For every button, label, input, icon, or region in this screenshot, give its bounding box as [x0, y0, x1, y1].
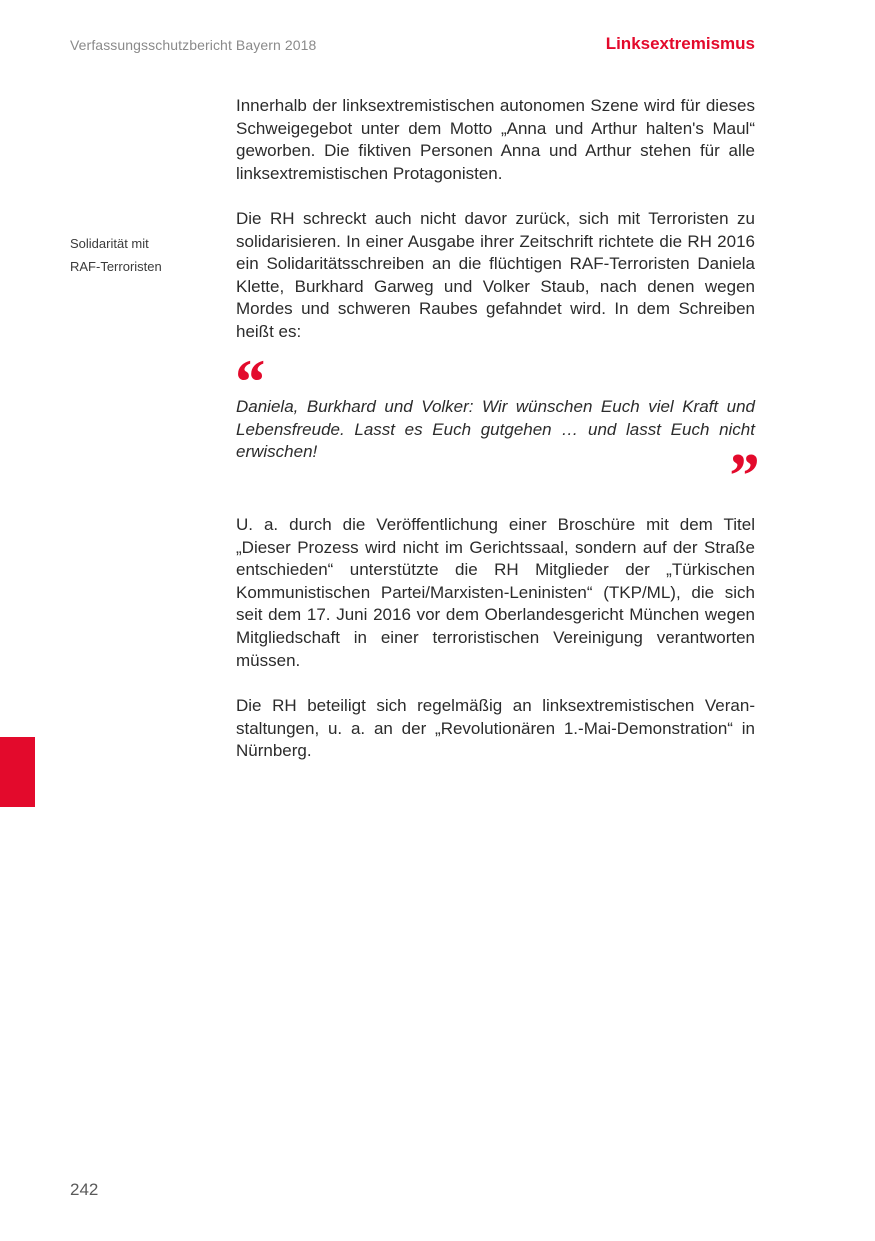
paragraph-1-text: Innerhalb der linksextremistischen autonomen Szene wird für dieses Schweigegebot unter dem Motto „Anna und Arthur halten's Maul“ geworben. Die fiktiven Personen Anna und Arthur stehen für alle linksextremistischen Protagonisten. — [236, 96, 755, 183]
paragraph-4 — [236, 695, 755, 763]
paragraph-4-text: Die RH beteiligt sich regelmäßig an linksextremistischen Veranstaltungen, u. a. an der „Revolutionären 1.-Mai-Demonstration“ in Nürnberg. — [236, 696, 755, 761]
running-header-publication: Verfassungsschutzbericht Bayern 2018 — [70, 37, 317, 53]
quote-open-mark: “ — [232, 346, 264, 417]
quote-text: Daniela, Burkhard und Volker: Wir wünschen Euch viel Kraft und Lebensfreude. Lasst es Euch gutgehen … und lasst Euch nicht erwischen! — [236, 397, 755, 462]
quote-close-mark: ” — [726, 440, 758, 511]
page-number: 242 — [70, 1180, 99, 1199]
chapter-thumb-tab — [0, 737, 35, 807]
paragraph-2-text: Die RH schreckt auch nicht davor zurück, sich mit Terroristen zu solidarisieren. In einer Ausgabe ihrer Zeitschrift richtete die RH 2016 ein Solidaritätsschreiben an die flüchtigen RAF-Terroristen Daniela Klette, Burkhard Garweg und Volker Staub, nach denen wegen Mordes und schweren Raubes gefahndet wird. In dem Schreiben heißt es: — [236, 209, 755, 341]
paragraph-2 — [236, 208, 755, 344]
paragraph-1 — [236, 95, 755, 185]
paragraph-3 — [236, 514, 755, 672]
margin-note — [70, 232, 162, 278]
running-header-section: Linksextremismus — [605, 34, 755, 53]
margin-note-line1: Solidarität mit — [70, 236, 149, 251]
margin-note-line2: RAF-Terroristen — [70, 259, 162, 274]
paragraph-3-text: U. a. durch die Veröffentlichung einer Broschüre mit dem Titel „Dieser Prozess wird nicht im Gerichtssaal, sondern auf der Straße entschieden“ unterstützte die RH Mitglieder der „Türkischen Kommunistischen Partei/Marxisten-Leninisten“ (TKP/ML), die sich seit dem 17. Juni 2016 vor dem Oberlandesgericht München wegen Mitgliedschaft in einer terroristischen Vereinigung verantworten müssen. — [236, 515, 755, 670]
